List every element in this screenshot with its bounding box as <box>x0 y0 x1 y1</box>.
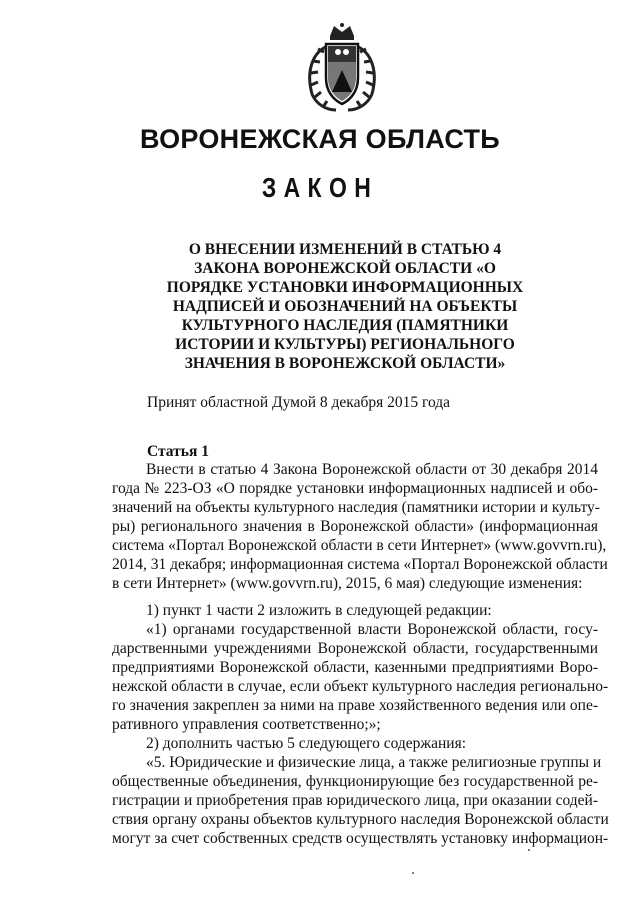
text-line: го значения закреплен за ними на праве хозяйственного ведения или опе- <box>112 697 598 714</box>
title-line: КУЛЬТУРНОГО НАСЛЕДИЯ (ПАМЯТНИКИ <box>181 317 509 334</box>
region-name: ВОРОНЕЖСКАЯ ОБЛАСТЬ <box>139 124 501 154</box>
text-line: 2014, 31 декабря; информационная система «Портал Воронежской области <box>112 556 608 573</box>
text-line: ративного управления соответственно;»; <box>112 716 381 733</box>
title-line: НАДПИСЕЙ И ОБОЗНАЧЕНИЙ НА ОБЪЕКТЫ <box>172 298 518 315</box>
text-line: значений на объекты культурного наследия (памятники истории и культу- <box>112 499 600 516</box>
text-line: 1) пункт 1 части 2 изложить в следующей редакции: <box>146 602 492 619</box>
text-line: «5. Юридические и физические лица, а также религиозные группы и <box>146 754 602 771</box>
text-line: могут за счет собственных средств осуществлять установку информацион- <box>112 830 609 847</box>
text-line: предприятиями Воронежской области, казенными предприятиями Воро- <box>112 659 598 676</box>
text-line: Внести в статью 4 Закона Воронежской области от 30 декабря 2014 <box>146 461 598 478</box>
text-line: 2) дополнить частью 5 следующего содержания: <box>146 735 467 752</box>
text-line: нежской области в случае, если объект культурного наследия регионально- <box>112 678 609 695</box>
title-line: О ВНЕСЕНИИ ИЗМЕНЕНИЙ В СТАТЬЮ 4 <box>188 241 502 258</box>
scan-speck <box>528 849 530 851</box>
text-line: ры) регионального значения в Воронежской области» (информационная <box>112 518 598 535</box>
text-line: общественные объединения, функционирующие без государственной ре- <box>112 773 598 790</box>
amendments-block <box>112 601 609 848</box>
text-line: «1) органами государственной власти Воронежской области, госу- <box>146 621 598 638</box>
coat-of-arms-icon <box>298 22 386 114</box>
scan-speck <box>412 872 414 874</box>
document-type: ЗАКОН <box>261 172 379 203</box>
text-line: в сети Интернет» (www.govvrn.ru), 2015, 6 мая) следующие изменения: <box>112 575 583 592</box>
adoption-date: Принят областной Думой 8 декабря 2015 года <box>147 394 451 411</box>
article-intro-paragraph <box>112 460 608 593</box>
article-heading: Статья 1 <box>147 443 209 460</box>
title-line: ИСТОРИИ И КУЛЬТУРЫ) РЕГИОНАЛЬНОГО <box>175 336 515 353</box>
title-line: ПОРЯДКЕ УСТАНОВКИ ИНФОРМАЦИОННЫХ <box>166 279 524 296</box>
title-line: ЗНАЧЕНИЯ В ВОРОНЕЖСКОЙ ОБЛАСТИ» <box>184 355 506 372</box>
law-title <box>150 240 540 373</box>
title-line: ЗАКОНА ВОРОНЕЖСКОЙ ОБЛАСТИ «О <box>194 260 496 277</box>
text-line: года № 223-ОЗ «О порядке установки информационных надписей и обо- <box>112 480 598 497</box>
text-line: дарственными учреждениями Воронежской области, государственными <box>112 640 598 657</box>
text-line: гистрации и приобретения прав юридического лица, при оказании содей- <box>112 792 598 809</box>
text-line: система «Портал Воронежской области в сети Интернет» (www.govvrn.ru), <box>112 537 607 554</box>
text-line: ствия органу охраны объектов культурного наследия Воронежской области <box>112 811 609 828</box>
